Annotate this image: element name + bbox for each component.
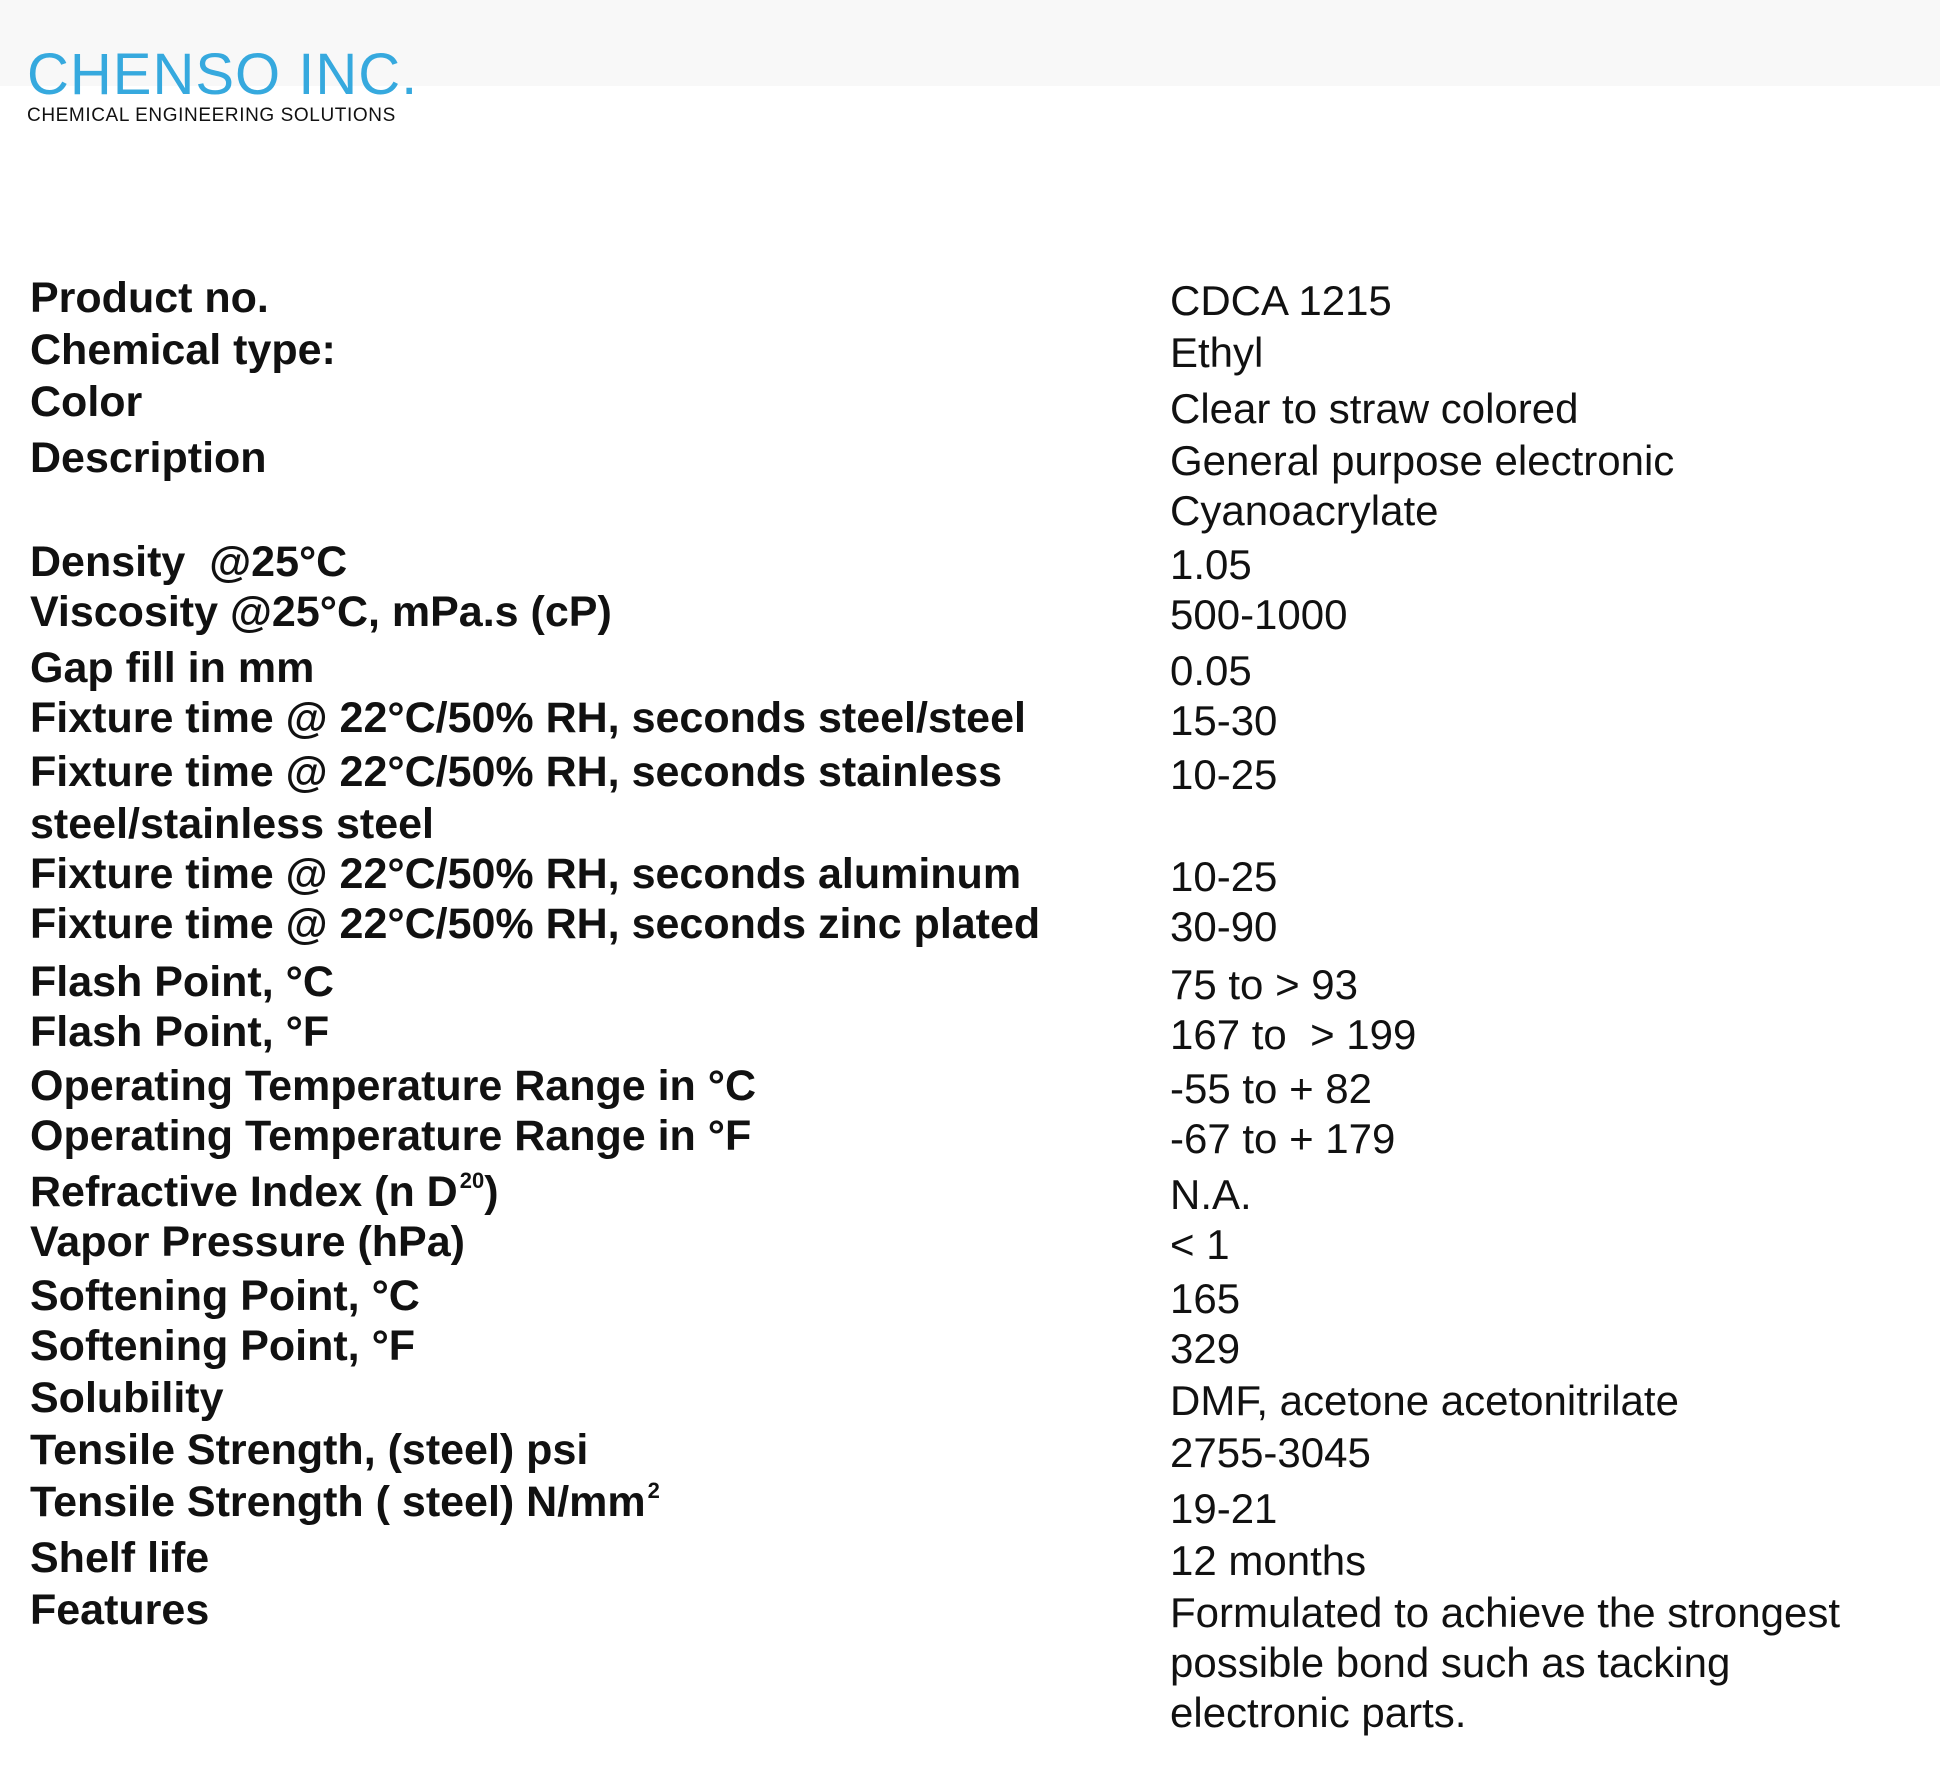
- spec-value: -55 to + 82: [1170, 1065, 1372, 1112]
- spec-value: 167 to > 199: [1170, 1011, 1417, 1058]
- spec-label: Shelf life: [30, 1534, 210, 1582]
- spec-value: 10-25: [1170, 751, 1278, 798]
- spec-value: 165: [1170, 1275, 1241, 1322]
- spec-value: 10-25: [1170, 853, 1278, 900]
- spec-value: 2755-3045: [1170, 1429, 1371, 1476]
- spec-label-text: Tensile Strength ( steel) N/mm: [30, 1478, 646, 1526]
- spec-value: 500-1000: [1170, 591, 1348, 638]
- spec-label: Tensile Strength, (steel) psi: [30, 1426, 589, 1474]
- spec-label: Density @25°C: [30, 538, 348, 586]
- spec-label: Operating Temperature Range in °F: [30, 1112, 752, 1160]
- spec-value: 19-21: [1170, 1485, 1278, 1532]
- spec-label: Features: [30, 1586, 210, 1634]
- spec-value: 12 months: [1170, 1537, 1367, 1584]
- spec-label: [30, 1476, 1120, 1535]
- spec-value: 0.05: [1170, 647, 1252, 694]
- spec-value: Clear to straw colored: [1170, 385, 1579, 432]
- spec-label: Chemical type:: [30, 326, 336, 374]
- spec-label: Solubility: [30, 1374, 224, 1422]
- spec-label: Fixture time @ 22°C/50% RH, seconds steel/steel: [30, 694, 1026, 742]
- spec-label: Product no.: [30, 274, 269, 322]
- spec-value: -67 to + 179: [1170, 1115, 1396, 1162]
- spec-value: 30-90: [1170, 903, 1278, 950]
- spec-label-superscript: 20: [459, 1168, 485, 1193]
- spec-value: < 1: [1170, 1221, 1230, 1268]
- spec-label: Fixture time @ 22°C/50% RH, seconds stainless steel/stainless steel: [30, 748, 1003, 848]
- spec-value: CDCA 1215: [1170, 277, 1392, 324]
- spec-label: Color: [30, 378, 143, 426]
- company-name: CHENSO INC.: [27, 42, 419, 107]
- spec-label: Description: [30, 434, 267, 482]
- spec-value: General purpose electronic Cyanoacrylate: [1170, 437, 1675, 534]
- spec-label: Vapor Pressure (hPa): [30, 1218, 465, 1266]
- spec-label: Gap fill in mm: [30, 644, 315, 692]
- spec-value: 15-30: [1170, 697, 1278, 744]
- company-logo: [27, 42, 419, 126]
- spec-value: Ethyl: [1170, 329, 1264, 376]
- spec-label: Viscosity @25°C, mPa.s (cP): [30, 588, 612, 636]
- spec-label-superscript: 2: [647, 1478, 660, 1503]
- spec-value: DMF, acetone acetonitrilate: [1170, 1377, 1679, 1424]
- spec-label: Softening Point, °C: [30, 1272, 420, 1320]
- spec-label: Operating Temperature Range in °C: [30, 1062, 757, 1110]
- spec-label: Flash Point, °C: [30, 958, 334, 1006]
- spec-value: Formulated to achieve the strongest possible bond such as tacking electronic parts.: [1170, 1589, 1841, 1736]
- spec-label: Fixture time @ 22°C/50% RH, seconds zinc plated: [30, 900, 1041, 948]
- spec-value: 75 to > 93: [1170, 961, 1358, 1008]
- spec-value: N.A.: [1170, 1171, 1252, 1218]
- spec-label: Fixture time @ 22°C/50% RH, seconds aluminum: [30, 850, 1022, 898]
- spec-label: Flash Point, °F: [30, 1008, 330, 1056]
- spec-value: 1.05: [1170, 541, 1252, 588]
- spec-label: Softening Point, °F: [30, 1322, 416, 1370]
- spec-label-text: Refractive Index (n D: [30, 1168, 458, 1216]
- spec-value: 329: [1170, 1325, 1241, 1372]
- company-tagline: CHEMICAL ENGINEERING SOLUTIONS: [27, 105, 396, 126]
- spec-label-suffix: ): [484, 1168, 499, 1216]
